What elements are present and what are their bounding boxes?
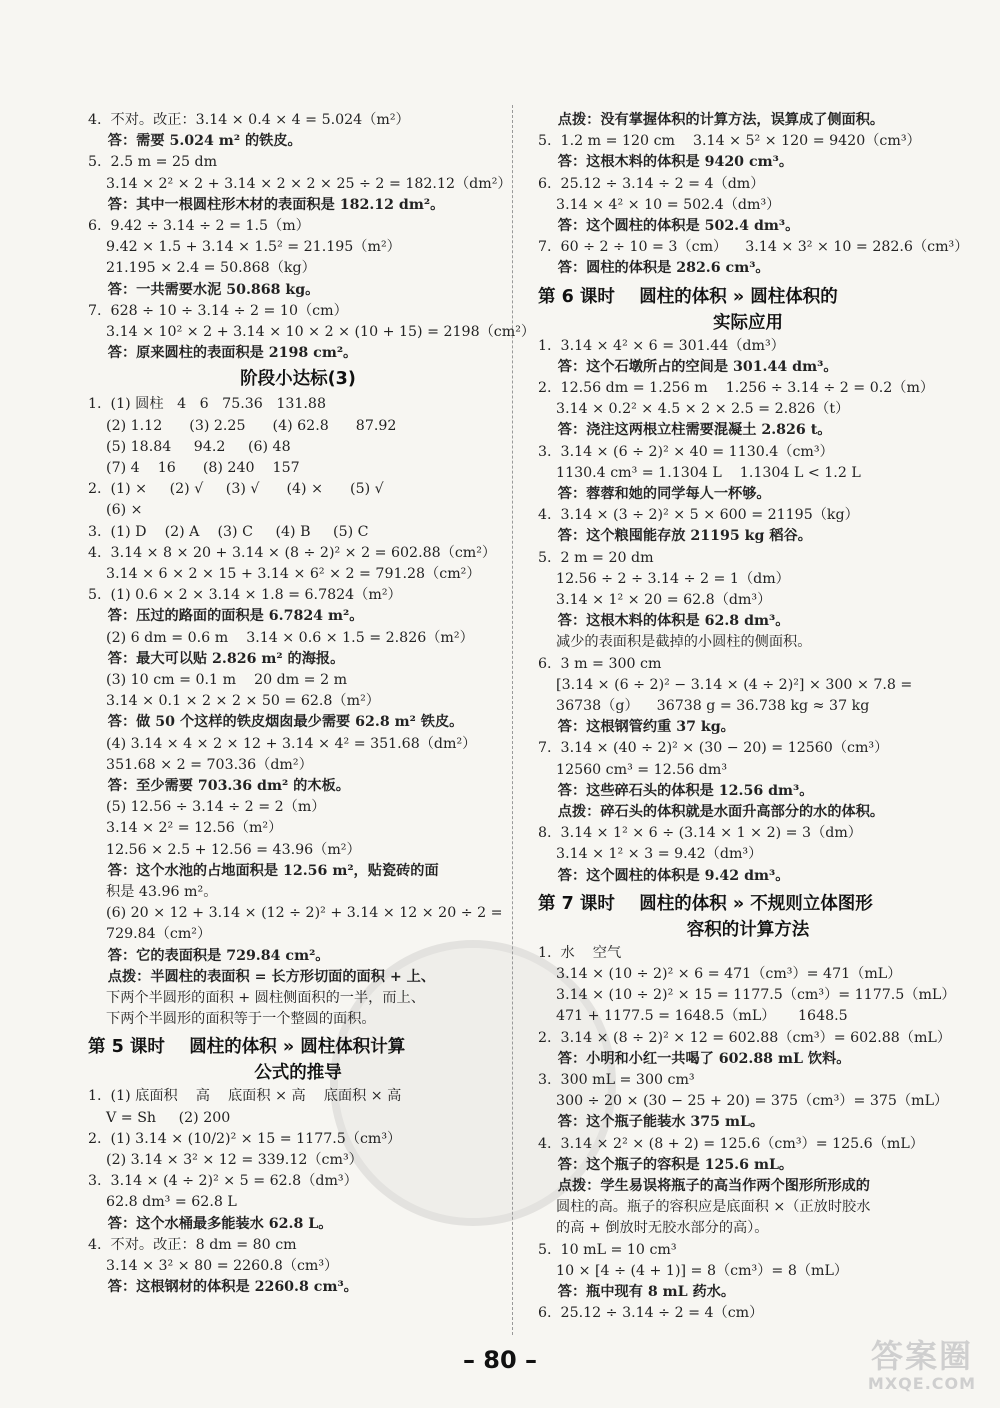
text-line: (3) 10 cm = 0.1 m 20 dm = 2 m <box>88 672 348 688</box>
text-line: 下两个半圆形的面积等于一个整圆的面积。 <box>88 1011 376 1028</box>
text-line: 12.56 × 2.5 + 12.56 = 43.96（m²） <box>88 841 361 858</box>
text-line: 答：圆柱的体积是 282.6 cm³。 <box>538 260 770 277</box>
text-line: 答：这个圆柱的体积是 9.42 dm³。 <box>538 867 790 884</box>
text-line: 下两个半圆形的面积 + 圆柱侧面积的一半，而上、 <box>88 990 425 1006</box>
text-line: 351.68 × 2 = 703.36（dm²） <box>88 756 313 773</box>
text-line: 4. 不对。改正：3.14 × 0.4 × 4 = 5.024（m²） <box>88 112 410 128</box>
text-line: 3.14 × 10² × 2 + 3.14 × 10 × 2 × (10 + 15) = 2198（cm²） <box>88 324 536 340</box>
text-line: 答：至少需要 703.36 dm² 的木板。 <box>88 778 350 794</box>
text-line: 3. 300 mL = 300 cm³ <box>538 1072 695 1088</box>
text-line: 4. 不对。改正：8 dm = 80 cm <box>88 1236 297 1253</box>
column-divider <box>512 105 513 1335</box>
text-line: 3.14 × 1² × 3 = 9.42（dm³） <box>538 846 763 863</box>
text-line: 答：其中一根圆柱形木材的表面积是 182.12 dm²。 <box>88 196 445 213</box>
text-line: 3.14 × 1² × 20 = 62.8（dm³） <box>538 592 772 608</box>
section-heading: 第 7 课时 圆柱的体积 » 不规则立体图形 <box>538 893 873 914</box>
text-line: 答：这个水池的占地面积是 12.56 m²，贴瓷砖的面 <box>88 862 439 879</box>
text-line: (5) 18.84 94.2 (6) 48 <box>88 438 291 455</box>
text-line: 6. 25.12 ÷ 3.14 ÷ 2 = 4（cm） <box>538 1305 764 1322</box>
text-line: 答：这根木料的体积是 62.8 dm³。 <box>538 613 790 630</box>
text-line: 5. 1.2 m = 120 cm 3.14 × 5² × 120 = 9420（cm³） <box>538 133 921 150</box>
text-line: 5. 10 mL = 10 cm³ <box>538 1241 677 1258</box>
text-line: 7. 60 ÷ 2 ÷ 10 = 3（cm） 3.14 × 3² × 10 = 282.6（cm³） <box>538 239 969 256</box>
text-line: 的高 + 倒放时无胶水部分的高）。 <box>538 1220 769 1237</box>
text-line: 答：瓶中现有 8 mL 药水。 <box>538 1284 736 1300</box>
text-line: 答：压过的路面的面积是 6.7824 m²。 <box>88 608 364 625</box>
text-line: 36738（g） 36738 g = 36.738 kg ≈ 37 kg <box>538 698 870 714</box>
section-heading: 阶段小达标(3) <box>240 369 356 390</box>
text-line: 1. 水 空气 <box>538 944 622 961</box>
text-line: (4) 3.14 × 4 × 2 × 12 + 3.14 × 4² = 351.68（dm²） <box>88 735 477 752</box>
text-line: 3.14 × 6 × 2 × 15 + 3.14 × 6² × 2 = 791.28（cm²） <box>88 566 481 582</box>
watermark-line1: 答案圈 <box>870 1337 973 1375</box>
text-line: 答：需要 5.024 m² 的铁皮。 <box>88 133 302 150</box>
text-line: 3.14 × 0.2² × 4.5 × 2 × 2.5 = 2.826（t） <box>538 401 850 418</box>
text-line: 答：浇注这两根立柱需要混凝土 2.826 t。 <box>538 422 832 439</box>
text-line: 7. 3.14 × (40 ÷ 2)² × (30 − 20) = 12560（cm³） <box>538 740 889 757</box>
text-line: 6. 3 m = 300 cm <box>538 655 662 672</box>
text-line: 1. (1) 底面积 高 底面积 × 高 底面积 × 高 <box>88 1088 402 1105</box>
text-line: (6) 20 × 12 + 3.14 × (12 ÷ 2)² + 3.14 × 12 × 20 ÷ 2 = <box>88 905 503 922</box>
text-line: 点拨：学生易误将瓶子的高当作两个图形所形成的 <box>538 1178 870 1194</box>
text-line: 答：一共需要水泥 50.868 kg。 <box>88 281 320 298</box>
text-line: 答：这个粮囤能存放 21195 kg 稻谷。 <box>538 528 812 545</box>
text-line: 7. 628 ÷ 10 ÷ 3.14 ÷ 2 = 10（cm） <box>88 302 348 319</box>
text-line: (2) 3.14 × 3² × 12 = 339.12（cm³） <box>88 1152 363 1168</box>
text-line: 62.8 dm³ = 62.8 L <box>88 1194 237 1211</box>
text-line: 减少的表面积是截掉的小圆柱的侧面积。 <box>538 634 812 651</box>
text-line: 12560 cm³ = 12.56 dm³ <box>538 761 728 778</box>
text-line: 积是 43.96 m²。 <box>88 884 218 900</box>
text-line: 3. (1) D (2) A (3) C (4) B (5) C <box>88 523 369 540</box>
text-line: 5. 2 m = 20 dm <box>538 549 654 566</box>
text-line: 9.42 × 1.5 + 3.14 × 1.5² = 21.195（m²） <box>88 239 401 256</box>
text-line: 6. 25.12 ÷ 3.14 ÷ 2 = 4（dm） <box>538 175 765 192</box>
text-line: 5. (1) 0.6 × 2 × 3.14 × 1.8 = 6.7824（m²） <box>88 587 402 604</box>
section-heading: 容积的计算方法 <box>686 919 810 940</box>
text-line: 3.14 × 3² × 80 = 2260.8（cm³） <box>88 1258 339 1274</box>
text-line: 5. 2.5 m = 25 dm <box>88 154 218 171</box>
text-line: V = Sh (2) 200 <box>88 1109 231 1126</box>
text-line: 答：这根木料的体积是 9420 cm³。 <box>538 154 794 171</box>
text-line: 答：做 50 个这样的铁皮烟囱最少需要 62.8 m² 铁皮。 <box>88 714 464 731</box>
text-line: (7) 4 16 (8) 240 157 <box>88 460 300 476</box>
watermark-logo <box>852 1338 992 1400</box>
text-line: 点拨：没有掌握体积的计算方法，误算成了侧面积。 <box>538 112 885 128</box>
section-heading: 实际应用 <box>713 312 783 333</box>
text-line: 2. 3.14 × (8 ÷ 2)² × 12 = 602.88（cm³）= 602.88（mL） <box>538 1029 952 1046</box>
text-line: 2. (1) × (2) √ (3) √ (4) × (5) √ <box>88 481 384 498</box>
text-line: 729.84（cm²） <box>88 926 212 943</box>
text-line: 1. (1) 圆柱 4 6 75.36 131.88 <box>88 396 326 413</box>
text-line: 6. 9.42 ÷ 3.14 ÷ 2 = 1.5（m） <box>88 218 310 234</box>
section-heading: 第 6 课时 圆柱的体积 » 圆柱体积的 <box>538 286 838 307</box>
text-line: (6) × <box>88 502 143 519</box>
text-line: 答：这个瓶子能装水 375 mL。 <box>538 1114 765 1131</box>
text-line: 10 × [4 ÷ (4 + 1)] = 8（cm³）= 8（mL） <box>538 1262 849 1279</box>
text-line: 点拨：碎石头的体积就是水面升高部分的水的体积。 <box>538 804 885 820</box>
text-line: 答：这个石墩所占的空间是 301.44 dm³。 <box>538 358 838 375</box>
watermark-line2: MXQE.COM <box>867 1374 977 1393</box>
text-line: 3.14 × (10 ÷ 2)² × 15 = 1177.5（cm³）= 1177.5（mL） <box>538 987 956 1004</box>
text-line: 答：这根钢材的体积是 2260.8 cm³。 <box>88 1279 358 1296</box>
text-line: 答：小明和小红一共喝了 602.88 mL 饮料。 <box>538 1050 851 1067</box>
text-line: 答：最大可以贴 2.826 m² 的海报。 <box>88 650 345 667</box>
text-line: 答：这个水桶最多能装水 62.8 L。 <box>88 1215 333 1232</box>
text-line: (5) 12.56 ÷ 3.14 ÷ 2 = 2（m） <box>88 799 326 816</box>
text-line: 2. 12.56 dm = 1.256 m 1.256 ÷ 3.14 ÷ 2 = 0.2（m） <box>538 380 935 396</box>
text-line: 3. 3.14 × (6 ÷ 2)² × 40 = 1130.4（cm³） <box>538 443 834 460</box>
text-line: (2) 6 dm = 0.6 m 3.14 × 0.6 × 1.5 = 2.826（m²） <box>88 629 474 646</box>
section-heading: 公式的推导 <box>254 1063 342 1084</box>
text-line: 点拨：半圆柱的表面积 = 长方形切面的面积 + 上、 <box>88 968 436 985</box>
text-line: 答：蓉蓉和她的同学每人一杯够。 <box>538 486 771 502</box>
text-line: 答：这根钢管约重 37 kg。 <box>538 719 735 736</box>
text-line: 圆柱的高。瓶子的容积应是底面积 ×（正放时胶水 <box>538 1199 871 1216</box>
text-line: 答：这个瓶子的容积是 125.6 mL。 <box>538 1156 794 1173</box>
text-line: 300 ÷ 20 × (30 − 25 + 20) = 375（cm³）= 375（mL） <box>538 1093 949 1110</box>
text-line: 3.14 × 0.1 × 2 × 2 × 50 = 62.8（m²） <box>88 693 380 710</box>
text-line: 471 + 1177.5 = 1648.5（mL） 1648.5 <box>538 1008 848 1025</box>
text-line: 3.14 × 2² × 2 + 3.14 × 2 × 2 × 25 ÷ 2 = 182.12（dm²） <box>88 175 512 192</box>
text-line: [3.14 × (6 ÷ 2)² − 3.14 × (4 ÷ 2)²] × 300 × 7.8 = <box>538 676 913 693</box>
text-line: 4. 3.14 × 8 × 20 + 3.14 × (8 ÷ 2)² × 2 = 602.88（cm²） <box>88 544 497 561</box>
text-line: 3. 3.14 × (4 ÷ 2)² × 5 = 62.8（dm³） <box>88 1173 358 1190</box>
text-line: 4. 3.14 × (3 ÷ 2)² × 5 × 600 = 21195（kg） <box>538 507 859 524</box>
text-line: 3.14 × 2² = 12.56（m²） <box>88 820 283 837</box>
text-line: 2. (1) 3.14 × (10/2)² × 15 = 1177.5（cm³） <box>88 1130 402 1147</box>
text-line: 8. 3.14 × 1² × 6 ÷ (3.14 × 1 × 2) = 3（dm） <box>538 825 862 842</box>
text-line: 3.14 × (10 ÷ 2)² × 6 = 471（cm³）= 471（mL） <box>538 966 902 982</box>
text-line: 4. 3.14 × 2² × (8 + 2) = 125.6（cm³）= 125.6（mL） <box>538 1135 924 1152</box>
text-line: 答：这些碎石头的体积是 12.56 dm³。 <box>538 782 814 799</box>
text-line: (2) 1.12 (3) 2.25 (4) 62.8 87.92 <box>88 417 397 434</box>
text-line: 答：这个圆柱的体积是 502.4 dm³。 <box>538 218 800 234</box>
text-line: 3.14 × 4² × 10 = 502.4（dm³） <box>538 196 781 213</box>
text-line: 1. 3.14 × 4² × 6 = 301.44（dm³） <box>538 337 785 354</box>
section-heading: 第 5 课时 圆柱的体积 » 圆柱体积计算 <box>88 1037 406 1058</box>
text-line: 21.195 × 2.4 = 50.868（kg） <box>88 260 316 277</box>
text-line: 答：它的表面积是 729.84 cm²。 <box>88 947 330 964</box>
text-line: 答：原来圆柱的表面积是 2198 cm²。 <box>88 345 358 362</box>
text-line: 1130.4 cm³ = 1.1304 L 1.1304 L < 1.2 L <box>538 464 861 481</box>
page-number: – 80 – <box>462 1346 538 1374</box>
text-line: 12.56 ÷ 2 ÷ 3.14 ÷ 2 = 1（dm） <box>538 570 790 587</box>
